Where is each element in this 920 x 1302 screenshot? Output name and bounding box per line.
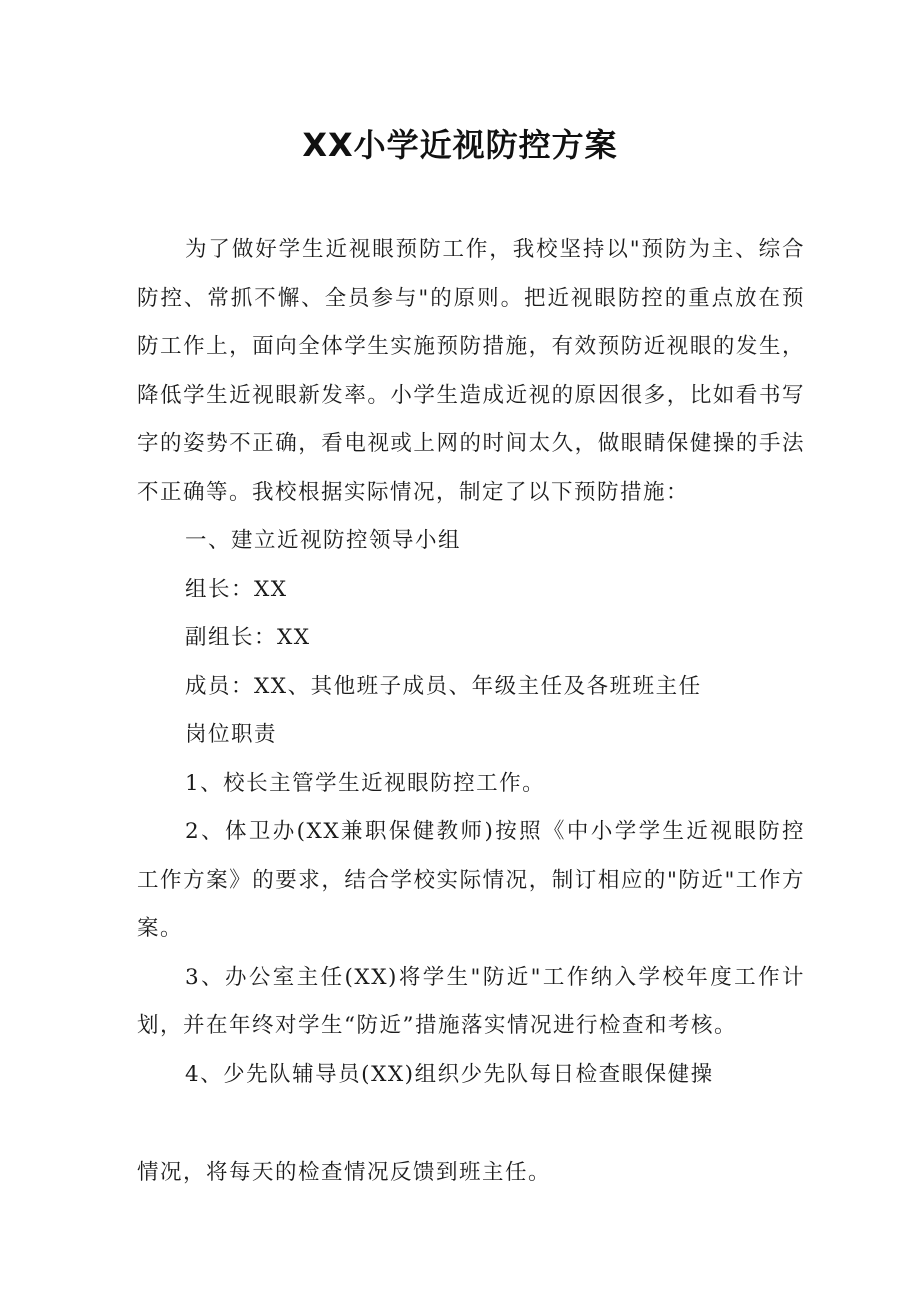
duty-item-4-continuation: 情况，将每天的检查情况反馈到班主任。 (137, 1160, 552, 1185)
duty-item-2: 2、体卫办(XX兼职保健教师)按照《中小学学生近视眼防控工作方案》的要求，结合学校实际情况，制订相应的"防近"工作方案。 (137, 819, 805, 941)
document-body (137, 226, 805, 1198)
section-heading-duties: 岗位职责 (185, 722, 278, 747)
group-leader-line: 组长：XX (185, 576, 288, 602)
document-title: XX小学近视防控方案 (302, 126, 618, 164)
duty-item-4: 4、少先队辅导员(XX)组织少先队每日检查眼保健操 (185, 1061, 714, 1087)
deputy-leader-line: 副组长：XX (185, 625, 311, 650)
members-line: 成员：XX、其他班子成员、年级主任及各班班主任 (185, 673, 702, 699)
duty-item-3: 3、办公室主任(XX)将学生"防近"工作纳入学校年度工作计划，并在年终对学生“防近”措施落实情况进行检查和考核。 (137, 964, 805, 1038)
duty-item-1: 1、校长主管学生近视眼防控工作。 (185, 770, 546, 796)
section-heading-leadership-group: 一、建立近视防控领导小组 (185, 528, 462, 553)
intro-paragraph: 为了做好学生近视眼预防工作，我校坚持以"预防为主、综合防控、常抓不懈、全员参与"的原则。把近视眼防控的重点放在预防工作上，面向全体学生实施预防措施，有效预防近视眼的发生，降低学生近视眼新发率。小学生造成近视的原因很多，比如看书写字的姿势不正确，看电视或上网的时间太久，做眼睛保健操的手法不正确等。我校根据实际情况，制定了以下预防措施： (137, 237, 805, 505)
